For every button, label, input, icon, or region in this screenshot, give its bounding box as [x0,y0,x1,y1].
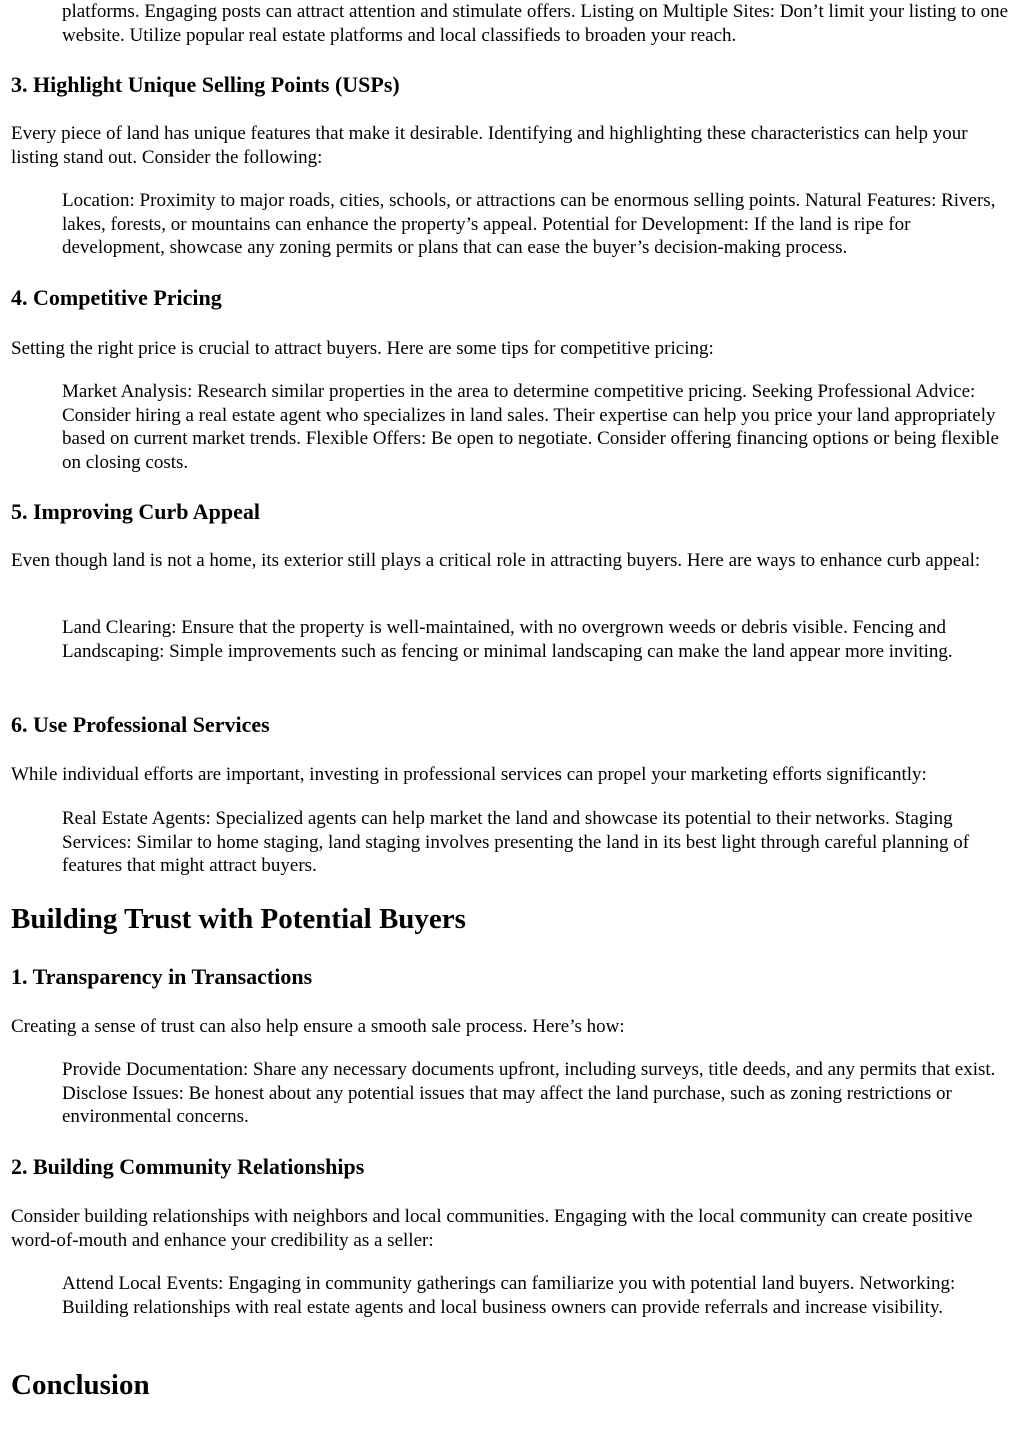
paragraph-curb-appeal-intro: Even though land is not a home, its exterior still plays a critical role in attracting buyers. Here are ways to enhance curb appeal: [11,550,981,571]
blockquote-transparency: Provide Documentation: Share any necessary documents upfront, including surveys, title deeds, and any permits that exist. Disclose Issues: Be honest about any potential issues that may affect the land purchase, such as zoning restrictions or environmental concerns. [62,1059,996,1127]
heading-building-trust: Building Trust with Potential Buyers [11,903,466,935]
blockquote-curb-appeal: Land Clearing: Ensure that the property is well-maintained, with no overgrown weeds or debris visible. Fencing and Landscaping: Simple improvements such as fencing or minimal landscaping can make the land appear more inviting. [62,617,953,662]
blockquote-community: Attend Local Events: Engaging in community gatherings can familiarize you with potential land buyers. Networking: Building relationships with real estate agents and local business owners can provide referrals and increase visibility. [62,1273,956,1318]
paragraph-professional-services-intro: While individual efforts are important, investing in professional services can propel your marketing efforts significantly: [11,764,927,785]
heading-curb-appeal: 5. Improving Curb Appeal [11,499,260,524]
heading-transparency: 1. Transparency in Transactions [11,964,313,989]
heading-conclusion: Conclusion [11,1369,150,1401]
paragraph-transparency-intro: Creating a sense of trust can also help ensure a smooth sale process. Here’s how: [11,1016,625,1037]
heading-community-relationships: 2. Building Community Relationships [11,1154,365,1179]
heading-competitive-pricing: 4. Competitive Pricing [11,285,222,310]
paragraph-pricing-intro: Setting the right price is crucial to attract buyers. Here are some tips for competitive pricing: [11,338,714,359]
blockquote-pricing: Market Analysis: Research similar properties in the area to determine competitive pricing. Seeking Professional Advice: Consider hiring a real estate agent who specializes in land sales. Their expertise can help you price your land appropriately based on current market trends. Flexible Offers: Be open to negotiate. Consider offering financing options or being flexible on closing costs. [62,381,999,473]
blockquote-social-listing: platforms. Engaging posts can attract attention and stimulate offers. Listing on Multiple Sites: Don’t limit your listing to one website. Utilize popular real estate platforms and local classifieds to broaden your reach. [62,1,1009,46]
paragraph-usps-intro: Every piece of land has unique features that make it desirable. Identifying and highlighting these characteristics can help your listing stand out. Consider the following: [11,123,968,168]
heading-professional-services: 6. Use Professional Services [11,712,270,737]
paragraph-community-intro: Consider building relationships with neighbors and local communities. Engaging with the local community can create positive word-of-mouth and enhance your credibility as a seller: [11,1206,973,1251]
heading-usps: 3. Highlight Unique Selling Points (USPs) [11,72,400,97]
blockquote-professional-services: Real Estate Agents: Specialized agents can help market the land and showcase its potential to their networks. Staging Services: Similar to home staging, land staging involves presenting the land in its best light through careful planning of features that might attract buyers. [62,808,970,876]
blockquote-usps: Location: Proximity to major roads, cities, schools, or attractions can be enormous selling points. Natural Features: Rivers, lakes, forests, or mountains can enhance the property’s appeal. Potential for Development: If the land is ripe for development, showcase any zoning permits or plans that can ease the buyer’s decision-making process. [62,190,996,258]
